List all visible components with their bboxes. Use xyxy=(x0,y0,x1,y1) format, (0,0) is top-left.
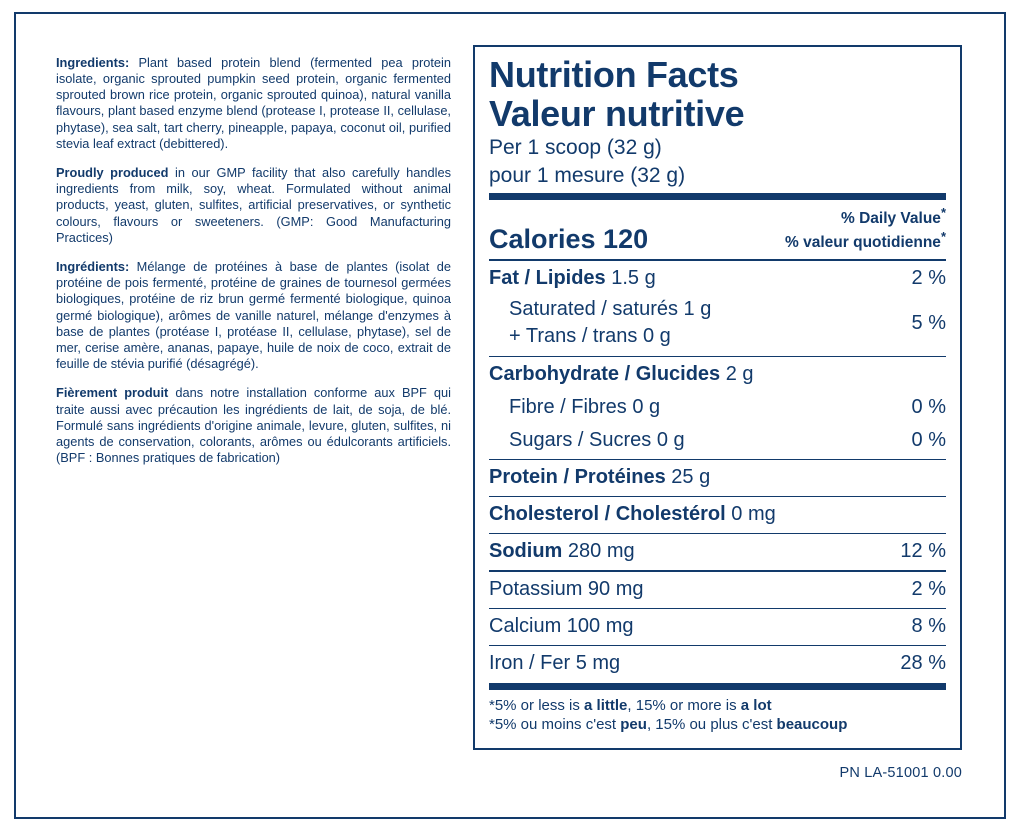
iron-percent: 28 % xyxy=(900,652,946,675)
saturated-fat-label: Saturated / saturés 1 g xyxy=(509,298,712,321)
row-potassium xyxy=(489,572,946,605)
daily-value-asterisk-en: * xyxy=(940,205,946,220)
row-cholesterol xyxy=(489,497,946,530)
fibre-percent: 0 % xyxy=(911,396,946,419)
part-number-code: PN LA-51001 0.00 xyxy=(839,765,962,781)
row-iron xyxy=(489,646,946,679)
fat-value: 1.5 g xyxy=(605,267,656,290)
sodium-percent: 12 % xyxy=(900,540,946,563)
nutrition-title-french: Valeur nutritive xyxy=(489,93,745,134)
facility-statement-english-lead: Proudly produced xyxy=(56,165,169,181)
sugars-label: Sugars / Sucres 0 g xyxy=(509,429,685,452)
nutrition-title-english: Nutrition Facts xyxy=(489,54,739,95)
iron-label: Iron / Fer 5 mg xyxy=(489,652,621,675)
footnote-english-lot: a lot xyxy=(740,697,772,715)
trans-fat-label: + Trans / trans 0 g xyxy=(509,325,671,348)
ingredients-french xyxy=(56,259,451,372)
footnote-french xyxy=(489,715,946,734)
row-fat xyxy=(489,261,946,294)
divider-thick-bottom xyxy=(489,683,946,690)
calcium-percent: 8 % xyxy=(911,615,946,638)
row-sodium xyxy=(489,534,946,567)
carbohydrate-label: Carbohydrate / Glucides xyxy=(489,363,721,386)
footnote-french-c: , 15% ou plus c'est xyxy=(646,716,777,734)
footnote-french-beaucoup: beaucoup xyxy=(776,716,848,734)
footnote-english xyxy=(489,690,946,715)
ingredients-english-lead: Ingredients: xyxy=(56,54,130,70)
footnote-french-a: *5% ou moins c'est xyxy=(489,716,621,734)
row-protein xyxy=(489,460,946,493)
footnote-english-c: , 15% or more is xyxy=(627,697,741,715)
daily-value-english: % Daily Value xyxy=(840,210,941,228)
ingredients-french-text: Mélange de protéines à base de plantes (isolat de protéine de pois fermenté, protéine de graines de tournesol germées biologiques, protéine de riz brun germé fermenté biologique, quinoa germé biologique), arômes de vanille naturel, mélange d'enzymes à base de plantes (protéase I, protéase II, cellulase, phytase), sel de mer, cerise amère, ananas, papaye, huile de noix de coco, extrait de feuille de stévia purifié (désagrégé). xyxy=(56,259,451,372)
footnote-english-little: a little xyxy=(584,697,628,715)
facility-statement-french xyxy=(56,385,451,466)
ingredients-english xyxy=(56,55,451,152)
facility-statement-french-lead: Fièrement produit xyxy=(56,385,169,401)
row-saturated-trans xyxy=(489,294,946,353)
sodium-value: 280 mg xyxy=(562,540,635,563)
fat-percent: 2 % xyxy=(911,267,946,290)
ingredients-english-text: Plant based protein blend (fermented pea protein isolate, organic sprouted pumpkin seed protein, organic fermented sprouted brown rice protein, organic sprouted quinoa), natural vanilla flavours, plant based enzyme blend (protease I, protease II, cellulase, phytase), sea salt, tart cherry, pineapple, papaya, coconut oil, purified stevia leaf extract (debittered). xyxy=(56,54,451,151)
fat-label: Fat / Lipides xyxy=(489,267,606,290)
saturated-trans-percent: 5 % xyxy=(911,311,946,334)
daily-value-asterisk-fr: * xyxy=(940,229,946,245)
ingredients-column xyxy=(56,42,451,466)
carbohydrate-value: 2 g xyxy=(720,363,754,386)
sodium-label: Sodium xyxy=(489,540,563,563)
facility-statement-english xyxy=(56,165,451,246)
fibre-label: Fibre / Fibres 0 g xyxy=(509,396,661,419)
facility-statement-french-text: dans notre installation conforme aux BPF qui traite aussi avec précaution les ingrédients de lait, de soja, de blé. Formulé sans ingrédients d'origine animale, levure, gluten, sulfites, ni agents de conservation, colorants, arômes ou édulcorants artificiels. (BPF : Bonnes pratiques de fabrication) xyxy=(56,385,451,466)
cholesterol-value: 0 mg xyxy=(725,503,776,526)
row-sugars xyxy=(489,423,946,456)
cholesterol-label: Cholesterol / Cholestérol xyxy=(489,503,726,526)
calories-row xyxy=(489,200,946,256)
row-carbohydrate xyxy=(489,357,946,390)
potassium-label: Potassium 90 mg xyxy=(489,578,644,601)
protein-value: 25 g xyxy=(665,466,711,489)
protein-label: Protein / Protéines xyxy=(489,466,666,489)
daily-value-header xyxy=(785,204,946,254)
footnote-french-peu: peu xyxy=(620,716,647,734)
divider-thick-top xyxy=(489,193,946,200)
nutrition-facts-panel xyxy=(473,45,962,750)
footnote-english-a: *5% or less is xyxy=(489,697,585,715)
ingredients-french-lead: Ingrédients: xyxy=(56,259,130,275)
potassium-percent: 2 % xyxy=(911,578,946,601)
daily-value-french: % valeur quotidienne xyxy=(785,234,941,252)
facility-statement-english-text: in our GMP facility that also carefully handles ingredients from milk, soy, wheat. Formulated without animal products, yeast, gluten, sulfites, artificial preservatives, or synthetic colours, flavours or sweeteners. (GMP: Good Manufacturing Practices) xyxy=(56,165,451,245)
row-calcium xyxy=(489,609,946,642)
sugars-percent: 0 % xyxy=(911,429,946,452)
calcium-label: Calcium 100 mg xyxy=(489,615,634,638)
calories-label: Calories 120 xyxy=(489,224,649,255)
row-fibre xyxy=(489,390,946,423)
serving-size-english: Per 1 scoop (32 g) xyxy=(489,136,662,159)
serving-size-french: pour 1 mesure (32 g) xyxy=(489,164,686,187)
